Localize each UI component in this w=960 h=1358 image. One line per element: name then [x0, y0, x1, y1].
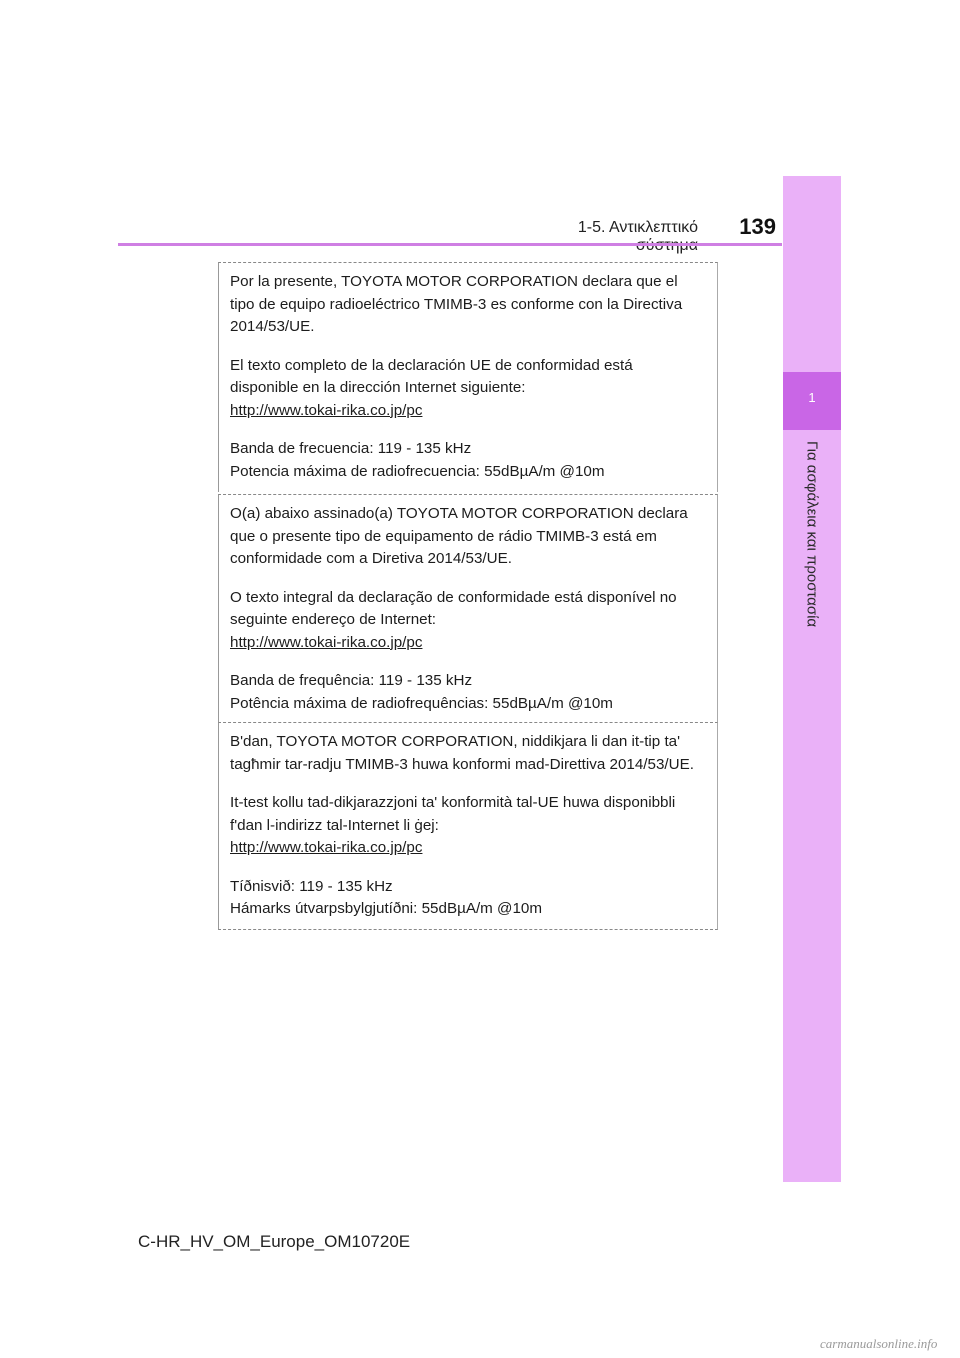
- watermark: carmanualsonline.info: [820, 1336, 938, 1351]
- frequency-band: Banda de frequência: 119 - 135 kHz: [230, 672, 473, 689]
- max-power: Potencia máxima de radiofrecuencia: 55dBµA/m @10m: [230, 462, 605, 480]
- footer-document-id: C-HR_HV_OM_Europe_OM10720E: [138, 1232, 411, 1251]
- frequency-band: Banda de frecuencia: 119 - 135 kHz: [230, 440, 472, 457]
- conformity-statement: B'dan, TOYOTA MOTOR CORPORATION, niddikjara li dan it-tip ta' tagħmir tar-radju TMIMB-3 huwa konformi mad-Direttiva 2014/53/UE.: [230, 733, 694, 773]
- max-power: Hámarks útvarpsbylgjutíðni: 55dBµA/m @10m: [230, 900, 543, 917]
- full-text-statement: It-test kollu tad-dikjarazzjoni ta' konformità tal-UE huwa disponibbli f'dan l-indirizz tal-Internet li ġej:: [230, 794, 676, 834]
- declaration-spanish: [218, 262, 718, 492]
- chapter-side-tab[interactable]: [783, 176, 841, 1182]
- conformity-statement: Por la presente, TOYOTA MOTOR CORPORATION declara que el tipo de equipo radioeléctrico TMIMB-3 es conforme con la Directiva 2014/53/UE.: [230, 273, 683, 335]
- declaration-portuguese: [218, 494, 718, 722]
- declaration-maltese: [218, 722, 718, 930]
- header-divider: [118, 243, 782, 246]
- declaration-link[interactable]: http://www.tokai-rika.co.jp/pc: [230, 839, 423, 856]
- chapter-title: Για ασφάλεια και προστασία: [803, 441, 821, 628]
- conformity-statement: O(a) abaixo assinado(a) TOYOTA MOTOR CORPORATION declara que o presente tipo de equipamento de rádio TMIMB-3 está em conformidade com a Diretiva 2014/53/UE.: [230, 505, 688, 567]
- full-text-statement: O texto integral da declaração de conformidade está disponível no seguinte endereço de Internet:: [230, 588, 677, 628]
- frequency-band: Tíðnisvið: 119 - 135 kHz: [230, 877, 393, 895]
- declaration-link[interactable]: http://www.tokai-rika.co.jp/pc: [230, 633, 423, 651]
- page-number: 139: [739, 214, 776, 239]
- full-text-statement: El texto completo de la declaración UE de conformidad está disponible en la dirección Internet siguiente:: [230, 356, 633, 396]
- chapter-number: 1: [808, 390, 816, 405]
- declaration-link[interactable]: http://www.tokai-rika.co.jp/pc: [230, 401, 423, 419]
- section-title: 1-5. Αντικλεπτικό: [577, 219, 698, 236]
- max-power: Potência máxima de radiofrequências: 55dBµA/m @10m: [230, 694, 613, 712]
